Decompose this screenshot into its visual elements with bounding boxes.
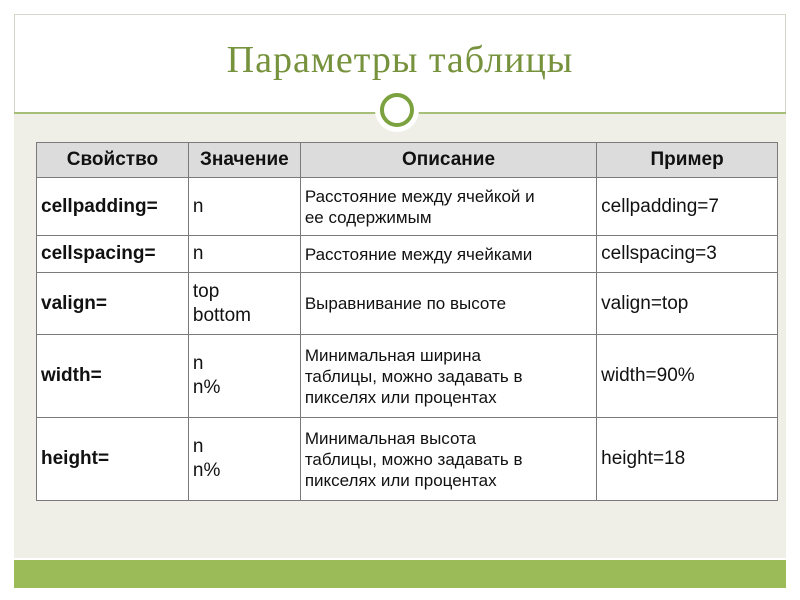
table-row bbox=[37, 335, 778, 418]
header-example: Пример bbox=[597, 143, 778, 178]
table-row bbox=[37, 273, 778, 335]
cell-description: Минимальная ширина таблицы, можно задавать в пикселях или процентах bbox=[304, 345, 523, 407]
cell-description: Расстояние между ячейкой и ее содержимым bbox=[304, 186, 535, 227]
cell-property: cellspacing= bbox=[37, 236, 189, 273]
cell-property: valign= bbox=[37, 273, 189, 335]
parameters-table bbox=[36, 142, 778, 501]
cell-property: height= bbox=[37, 418, 189, 501]
cell-property: width= bbox=[37, 335, 189, 418]
header-value: Значение bbox=[188, 143, 300, 178]
table-row bbox=[37, 236, 778, 273]
cell-description: Выравнивание по высоте bbox=[304, 294, 507, 313]
cell-value: n n% bbox=[192, 436, 221, 481]
cell-example: height=18 bbox=[597, 418, 778, 501]
cell-value: top bottom bbox=[192, 280, 251, 326]
table-row bbox=[37, 418, 778, 501]
cell-description: Расстояние между ячейками bbox=[304, 244, 533, 264]
header-description: Описание bbox=[300, 143, 596, 178]
cell-value: n bbox=[192, 243, 204, 264]
slide-title: Параметры таблицы bbox=[226, 39, 574, 81]
cell-example: width=90% bbox=[597, 335, 778, 418]
cell-value: n bbox=[192, 195, 204, 217]
circle-ornament-icon bbox=[380, 93, 414, 127]
cell-example: valign=top bbox=[597, 273, 778, 335]
table-header-row bbox=[37, 143, 778, 178]
header-property: Свойство bbox=[37, 143, 189, 178]
cell-example: cellspacing=3 bbox=[597, 236, 778, 273]
cell-example: cellpadding=7 bbox=[597, 178, 778, 236]
bottom-accent-bar bbox=[14, 560, 786, 588]
table-row bbox=[37, 178, 778, 236]
cell-value: n n% bbox=[192, 353, 221, 398]
cell-property: cellpadding= bbox=[37, 178, 189, 236]
cell-description: Минимальная высота таблицы, можно задавать в пикселях или процентах bbox=[304, 428, 523, 490]
